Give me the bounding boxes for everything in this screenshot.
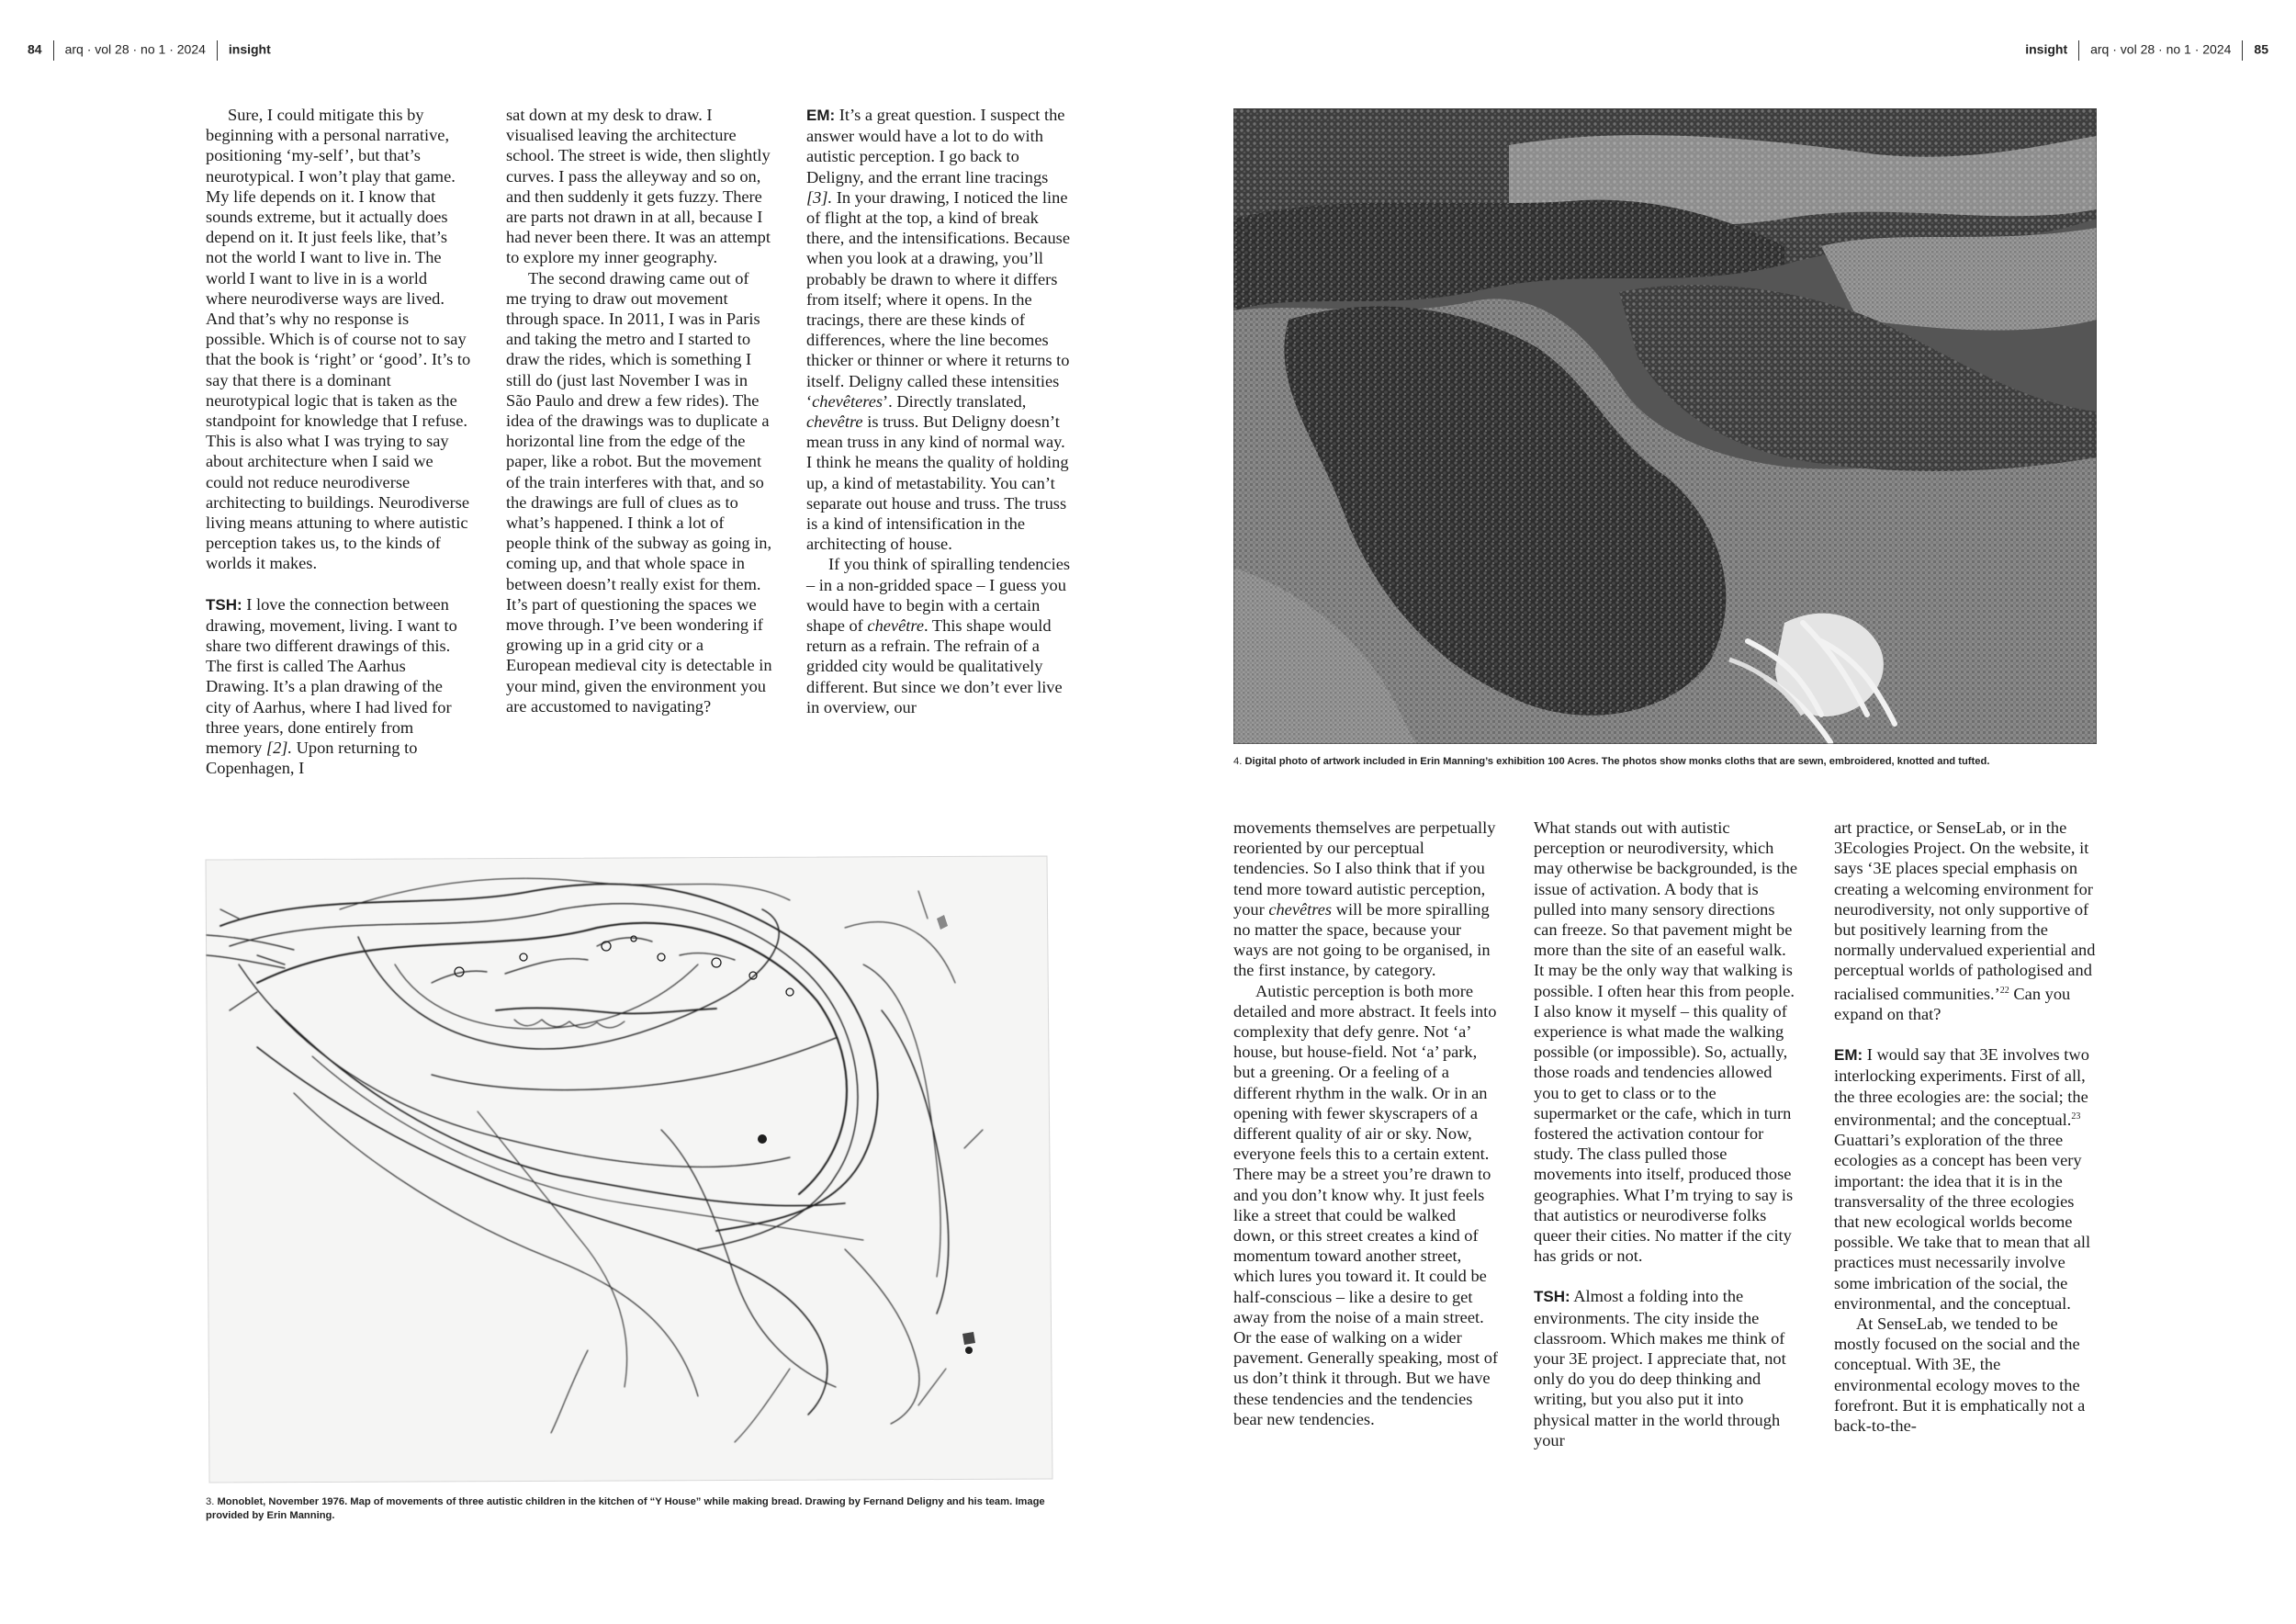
caption-text: Digital photo of artwork included in Erin Manning’s exhibition 100 Acres. The photos show monks cloths that are sewn, embroidered, knotted and tufted. — [1244, 756, 1990, 767]
section-label-left: insight — [228, 41, 271, 57]
speaker-label: EM: — [1834, 1046, 1863, 1065]
caption-number: 3. — [206, 1496, 215, 1507]
emphasis: chevêtre — [806, 412, 863, 432]
paragraph-text: . This shape would return as a refrain. The refrain of a gridded city would be qualitatively different. But since we don’t ever live in overview, our — [806, 616, 1063, 716]
text-column-5 — [1534, 818, 1800, 1450]
text-column-2 — [506, 105, 772, 716]
figure-reference: [3]. — [806, 187, 833, 207]
journal-info-left: arq · vol 28 · no 1 · 2024 — [64, 41, 206, 57]
figure-4-caption — [1233, 755, 2097, 769]
paragraph: Sure, I could mitigate this by beginning with a personal narrative, positioning ‘my-self’, but that’s neurotypical. I won’t play that game. My life depends on it. I know that sounds extreme, but it actually does depend on it. It just feels like, that’s not the world I want to live in. The world I want to live in is a world where neurodiverse ways are lived. And that’s why no response is possible. Which is of course not to say that the book is ‘right’ or ‘good’. It’s to say that there is a dominant neurotypical logic that is taken as the standpoint for knowledge that I refuse. This is also what I was trying to say about architecture when I said we could not reduce neurodiverse architecting to buildings. Neurodiverse living means attuning to where autistic perception takes us, to the kinds of worlds it makes. — [206, 106, 471, 573]
text-column-3 — [806, 105, 1073, 717]
paragraph — [806, 554, 1073, 717]
paragraph: sat down at my desk to draw. I visualised leaving the architecture school. The street is wide, then slightly curves. I pass the alleyway and so on, and then suddenly it gets fuzzy. There are parts not drawn in at all, because I had never been there. It was an attempt to explore my inner geography. — [506, 106, 771, 267]
paragraph-text: is truss. But Deligny doesn’t mean truss in any kind of normal way. I think he means the quality of holding up, a kind of metastability. You can’t separate out house and truss. The truss is a kind of intensification in the architecting of house. — [806, 412, 1069, 554]
figure-3-caption — [206, 1495, 1060, 1523]
speaker-label: EM: — [806, 107, 836, 124]
text-column-1 — [206, 105, 472, 779]
section-label-right: insight — [2025, 41, 2068, 57]
paragraph-text: In your drawing, I noticed the line of flight at the top, a kind of break there, and the intensifications. Because when you look at a drawing, you’ll probably be drawn to where it differs from itself; where it opens. In the tracings, there are these kinds of differences, where the line becomes thicker or thinner or where it returns to itself. Deligny called these intensities ‘ — [806, 187, 1070, 411]
paragraph-text: movements themselves are perpetually reoriented by our perceptual tendencies. So I also think that if you tend more toward autistic perception, your — [1233, 818, 1496, 919]
figure-4-photo — [1233, 108, 2097, 744]
header-divider — [2242, 40, 2243, 61]
header-left — [28, 40, 271, 61]
paragraph — [206, 594, 472, 779]
paragraph — [1834, 818, 2100, 1024]
figure-reference: [2]. — [265, 739, 293, 758]
paragraph-text: art practice, or SenseLab, or in the 3Ecologies Project. On the website, it says ‘3E places special emphasis on creating a welcoming environment for neurodiversity, not only supportive of but positively learning from the normally undervalued experiential and perceptual worlds of pathologised and racialised communities.’ — [1834, 818, 2096, 1003]
emphasis: chevêteres — [812, 391, 884, 411]
paragraph-text: will be more spiralling no matter the space, because your ways are not going to be organised, in the first instance, by category. — [1233, 899, 1491, 980]
paragraph — [1534, 1286, 1800, 1450]
text-column-4 — [1233, 818, 1500, 1429]
paragraph: The second drawing came out of me trying to draw out movement through space. In 2011, I was in Paris and taking the metro and I started to draw the rides, which is something I still do (just last November I was in São Paulo and drew a few rides). The idea of the drawings was to duplicate a horizontal line from the edge of the paper, like a robot. But the movement of the train interferes with that, and so the drawings are full of clues as to what’s happened. I think a lot of people think of the subway as going in, coming up, and that whole space in between doesn’t really exist for them. It’s part of questioning the spaces we move through. I’ve been wondering if growing up in a grid city or a European medieval city is detectable in your mind, given the environment you are accustomed to navigating? — [506, 268, 772, 716]
footnote-marker: 22 — [1999, 985, 2009, 996]
textile-photo — [1233, 108, 2097, 744]
journal-info-right: arq · vol 28 · no 1 · 2024 — [2090, 41, 2232, 57]
speaker-label: TSH: — [1534, 1288, 1570, 1306]
paragraph-text: If you think of spiralling tendencies – in a non-gridded space – I guess you would have to begin with a certain shape of — [806, 555, 1071, 636]
wander-lines-drawing — [202, 854, 1054, 1484]
footnote-marker: 23 — [2071, 1111, 2081, 1122]
paragraph: Autistic perception is both more detailed and more abstract. It feels into complexity that defy genre. Not ‘a’ house, but house-field. Not ‘a’ park, but a greening. Or a feeling of a different rhythm in the walk. Or in an opening with fewer skyscrapers of a different quality of air or sky. Now, everyone feels this to a certain extent. There may be a street you’re drawn to and you don’t know why. It just feels like a street that could be walked down, or this street creates a kind of momentum toward another street, which lures you toward it. It could be half-conscious – like a desire to get away from the noise of a main street. Or the ease of walking on a wider pavement. Generally speaking, most of us don’t think it through. But we have these tendencies and the tendencies bear new tendencies. — [1233, 981, 1499, 1428]
header-divider — [53, 40, 54, 61]
paragraph-text: Can you expand on that? — [1834, 984, 2071, 1023]
header-divider — [217, 40, 218, 61]
caption-number: 4. — [1233, 756, 1243, 767]
emphasis: chevêtre — [867, 616, 924, 636]
paragraph — [806, 105, 1073, 554]
page-number-right: 85 — [2254, 41, 2268, 57]
page-number-left: 84 — [28, 41, 42, 57]
paragraph — [1834, 1044, 2100, 1314]
paragraph: At SenseLab, we tended to be mostly focused on the social and the conceptual. With 3E, the environmental ecology moves to the forefront. But it is emphatically not a back-to-the- — [1834, 1314, 2086, 1435]
paragraph-text: Guattari’s exploration of the three ecologies as a concept has been very important: the idea that it is in the transversality of the three ecologies that new ecological worlds become possible. We take that to mean that all practices must necessarily involve some imbrication of the social, the environmental, and the conceptual. — [1834, 1131, 2091, 1313]
paragraph-text: I love the connection between drawing, movement, living. I want to share two different drawings of this. The first is called The Aarhus Drawing. It’s a plan drawing of the city of Aarhus, where I had lived for three years, done entirely from memory — [206, 594, 457, 758]
header-right — [2025, 40, 2268, 61]
paragraph-text: Upon returning to Copenhagen, I — [206, 739, 418, 778]
caption-text: Monoblet, November 1976. Map of movements of three autistic children in the kitchen of “Y House” while making bread. Drawing by Fernand Deligny and his team. Image provided by Erin Manning. — [206, 1496, 1045, 1521]
paragraph-text: It’s a great question. I suspect the answer would have a lot to do with autistic perception. I go back to Deligny, and the errant line tracings — [806, 106, 1065, 186]
speaker-label: TSH: — [206, 595, 242, 614]
paragraph-text: ’. Directly translated, — [883, 391, 1027, 411]
text-column-6 — [1834, 818, 2100, 1436]
header-divider — [2078, 40, 2079, 61]
emphasis: chevêtres — [1268, 899, 1333, 919]
paragraph — [1233, 818, 1500, 981]
figure-3-drawing — [202, 854, 1054, 1484]
paragraph: What stands out with autistic perception or neurodiversity, which may otherwise be backgrounded, is the issue of activation. A body that is pulled into many sensory directions can freeze. So that pavement might be more than the site of an easeful walk. It may be the only way that walking is possible. I often hear this from people. I also know it myself – this quality of experience is what made the walking possible (or impossible). So, actually, those roads and tendencies allowed you to get to class or to the supermarket or the cafe, which in turn fostered the activation contour for study. The class pulled those movements into itself, produced those geographies. What I’m trying to say is that autistics or neurodiverse folks queer their cities. No matter if the city has grids or not. — [1534, 818, 1798, 1266]
paragraph-text: Almost a folding into the environments. The city inside the classroom. Which makes me think of your 3E project. I appreciate that, not only do you do deep thinking and writing, but you also put it into physical matter in the world through your — [1534, 1287, 1786, 1449]
paragraph-text: I would say that 3E involves two interlocking experiments. First of all, the three ecologies are: the social; the environmental; and the conceptual. — [1834, 1045, 2089, 1129]
